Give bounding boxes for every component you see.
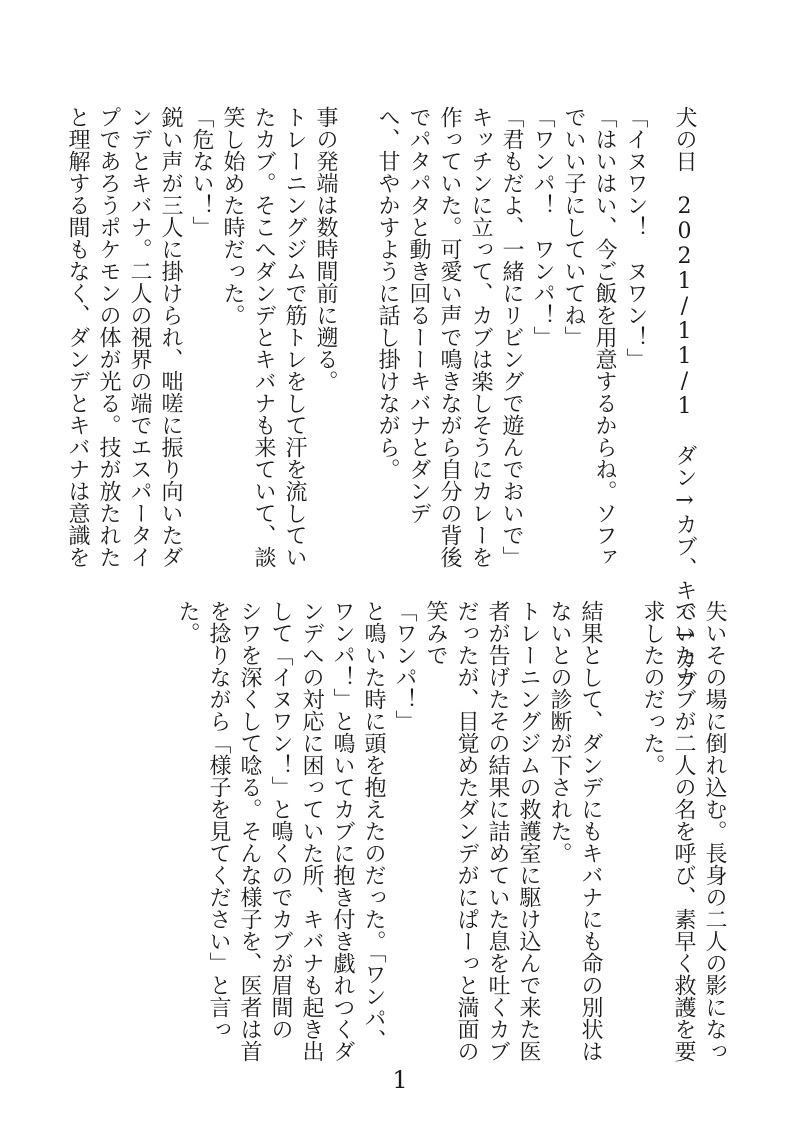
text-line: 失いその場に倒れ込む。長身の二人の影になっ [702, 600, 727, 1062]
text-line: 事の発端は数時間前に遡る。 [313, 106, 338, 392]
text-line: を捻りながら「様子を見てください」と言っ [206, 600, 231, 1040]
text-line: キッチンに立って、カブは楽しそうにカレーを [468, 106, 493, 568]
text-line: ないとの診断が下された。 [547, 600, 572, 864]
text-line: 「危ない！」 [189, 106, 214, 238]
text-line: ンデとキバナ。二人の視界の端でエスパータイ [127, 106, 152, 568]
text-line: 結果として、ダンデにもキバナにも命の別状は [578, 600, 603, 1062]
text-line: ワンパ！」と鳴いてカブに抱き付き戯れつくダ [330, 600, 355, 1062]
text-line: プであろうポケモンの体が光る。技が放たれた [96, 106, 121, 568]
text-line: だったが、目覚めたダンデがにぱーっと満面の [454, 600, 479, 1062]
text-line: シワを深くして唸る。そんな様子を、医者は首 [237, 600, 262, 1062]
text-line: 「君もだよ、一緒にリビングで遊んでおいで」 [499, 106, 524, 568]
text-line: た。 [175, 600, 200, 644]
text-line: でいい子にしていてね」 [561, 106, 586, 348]
text-line: 鋭い声が三人に掛けられ、咄嗟に振り向いたダ [158, 106, 183, 568]
text-line: 「イヌワン！ ヌワン！」 [623, 106, 648, 370]
text-line: 者が告げたその結果に詰めていた息を吐くカブ [485, 600, 510, 1062]
lower-text-block [172, 600, 730, 1062]
text-line: 「ワンパ！」 [392, 600, 417, 732]
text-line: 「ワンパ！ ワンパ！」 [530, 106, 555, 348]
text-line: と理解する間もなく、ダンデとキバナは意識を [65, 106, 90, 568]
text-line: たカブ。そこへダンデとキバナも来ていて、談 [251, 106, 276, 568]
text-line: トレーニングジムで筋トレをして汗を流してい [282, 106, 307, 568]
text-line: トレーニングジムの救護室に駆け込んで来た医 [516, 600, 541, 1062]
text-line: 笑し始めた時だった。 [220, 106, 245, 326]
page-number: 1 [392, 1066, 408, 1094]
title-text: 犬の日 2021/11/1 ダン→カブ、キバ→カブ [672, 106, 697, 692]
text-line: 「はいはい、今ご飯を用意するからね。ソファ [592, 106, 617, 568]
upper-text-block [62, 106, 651, 568]
text-line: 笑みで [423, 600, 448, 666]
text-line: ていたカブが二人の名を呼び、素早く救護を要 [671, 600, 696, 1062]
text-line [606, 600, 637, 1062]
text-line: でパタパタと動き回るーーキバナとダンデ [406, 106, 431, 524]
text-line: ンデへの対応に困っていた所、キバナも起き出 [299, 600, 324, 1062]
text-line: 求したのだった。 [640, 600, 665, 776]
text-line: と鳴いた時に頭を抱えたのだった。「ワンパ、 [361, 600, 386, 1051]
text-line: へ、甘やかすように話し掛けながら。 [375, 106, 400, 480]
text-line: 作っていた。可愛い声で鳴きながら自分の背後 [437, 106, 462, 568]
text-line: して「イヌワン！」と鳴くのでカブが眉間の [268, 600, 293, 1040]
text-line [341, 106, 372, 568]
